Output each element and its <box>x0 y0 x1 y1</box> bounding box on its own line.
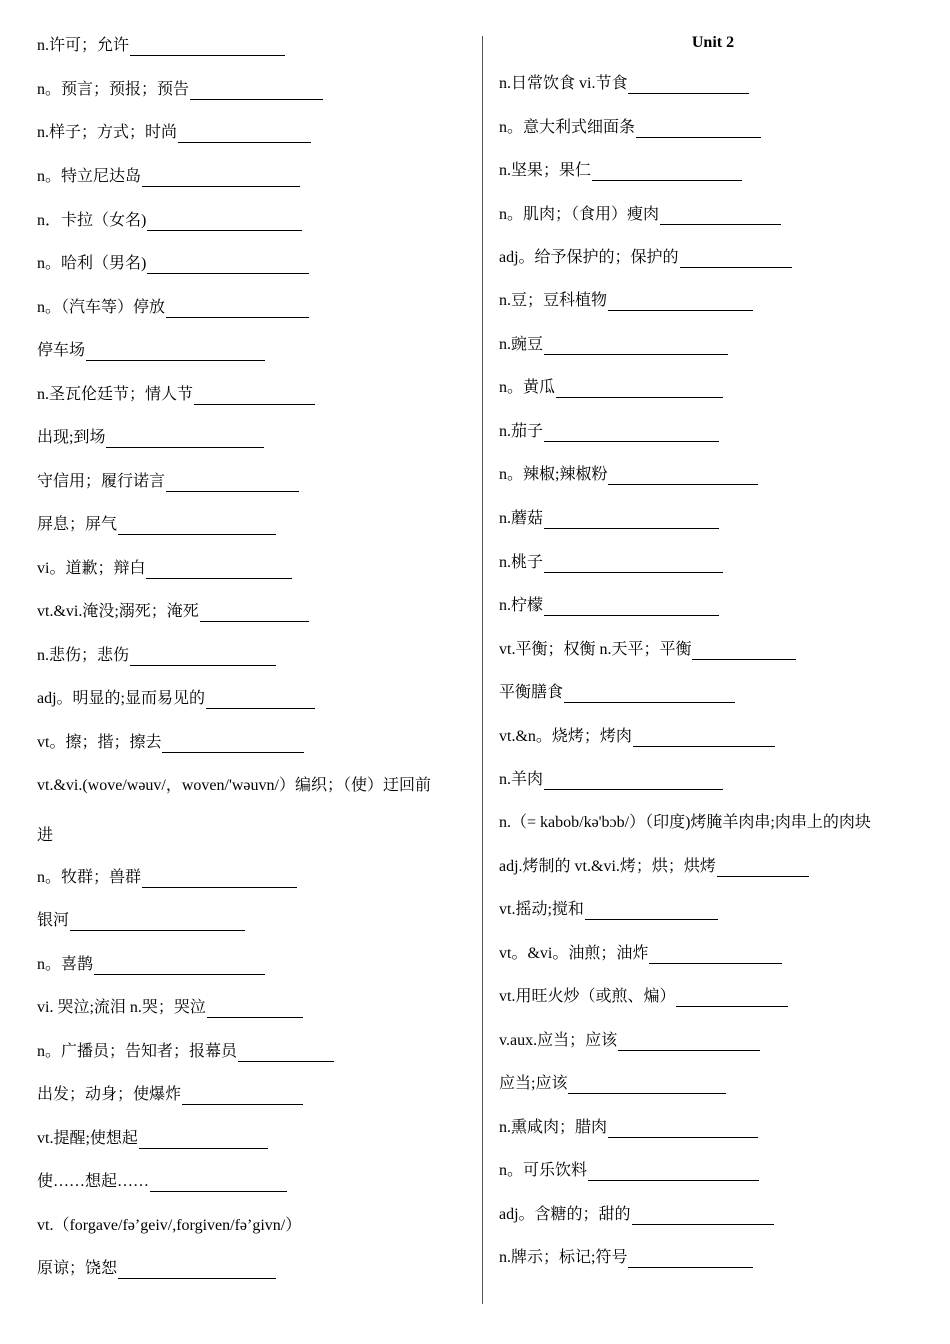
vocab-item-text: n。黄瓜 <box>499 379 556 396</box>
vocab-item <box>499 161 742 181</box>
answer-blank[interactable] <box>142 871 297 888</box>
vocab-item <box>37 515 276 535</box>
vocab-item <box>499 683 735 703</box>
unit-title: Unit 2 <box>691 34 735 51</box>
vocab-item <box>499 770 723 790</box>
vocab-item <box>37 1172 287 1192</box>
answer-blank[interactable] <box>118 1262 276 1279</box>
answer-blank[interactable] <box>130 39 285 56</box>
vocab-item-text: n。可乐饮料 <box>499 1162 588 1179</box>
vocab-item-text: 停车场 <box>37 342 86 359</box>
vocab-item-text: vt。&vi。油煎；油炸 <box>499 945 649 962</box>
vocab-item <box>499 857 809 877</box>
vocab-item-text: vt.摇动;搅和 <box>499 901 584 918</box>
answer-blank[interactable] <box>178 126 311 143</box>
answer-blank[interactable] <box>632 1208 774 1225</box>
vocab-item-text: vt.&vi.淹没;溺死；淹死 <box>37 603 199 620</box>
answer-blank[interactable] <box>162 736 304 753</box>
vocab-item-text: vi. 哭泣;流泪 n.哭；哭泣 <box>37 999 206 1016</box>
answer-blank[interactable] <box>660 208 781 225</box>
answer-blank[interactable] <box>544 338 728 355</box>
vocab-item-text: adj.烤制的 vt.&vi.烤；烘；烘烤 <box>499 858 716 875</box>
vocab-item-text: n.坚果；果仁 <box>499 162 592 179</box>
vocab-item <box>499 465 758 485</box>
vocab-item-text: vt.用旺火炒（或煎、煸） <box>499 988 676 1005</box>
vocab-item-text: n.茄子 <box>499 423 544 440</box>
answer-blank[interactable] <box>544 556 723 573</box>
answer-blank[interactable] <box>676 990 788 1007</box>
vocab-item <box>37 298 309 318</box>
column-divider <box>482 36 483 1304</box>
vocab-item <box>499 813 871 833</box>
vocab-item <box>499 1074 726 1094</box>
answer-blank[interactable] <box>680 251 792 268</box>
vocab-item-text: vt。擦；揩；擦去 <box>37 734 162 751</box>
vocab-item-text: adj。含糖的；甜的 <box>499 1206 631 1223</box>
vocab-item <box>37 646 276 666</box>
vocab-item <box>499 422 719 442</box>
vocab-item-text: n.样子；方式；时尚 <box>37 124 178 141</box>
vocab-item-text: vt.平衡；权衡 n.天平；平衡 <box>499 641 692 658</box>
answer-blank[interactable] <box>238 1045 334 1062</box>
answer-blank[interactable] <box>207 1001 303 1018</box>
vocab-item-text: 进 <box>37 827 54 844</box>
answer-blank[interactable] <box>147 257 309 274</box>
vocab-item <box>499 1248 753 1268</box>
vocab-item-text: adj。给予保护的；保护的 <box>499 249 679 266</box>
vocab-item-text: n.悲伤；悲伤 <box>37 647 130 664</box>
vocab-item <box>499 1205 774 1225</box>
vocab-item <box>37 1216 301 1236</box>
vocab-item <box>499 74 749 94</box>
answer-blank[interactable] <box>142 170 300 187</box>
vocab-item-text: n。（汽车等）停放 <box>37 299 166 316</box>
vocab-item <box>499 1161 759 1181</box>
vocab-item <box>499 987 788 1007</box>
vocab-item <box>37 1259 276 1279</box>
answer-blank[interactable] <box>182 1088 303 1105</box>
answer-blank[interactable] <box>568 1077 726 1094</box>
vocab-item <box>499 291 753 311</box>
vocab-item <box>37 80 323 100</box>
vocab-item-text: n.熏咸肉；腊肉 <box>499 1119 608 1136</box>
vocab-item <box>499 900 718 920</box>
answer-blank[interactable] <box>618 1034 760 1051</box>
answer-blank[interactable] <box>585 903 718 920</box>
vocab-item <box>37 254 309 274</box>
vocab-item-text: 银河 <box>37 912 70 929</box>
vocab-item-text: n。辣椒;辣椒粉 <box>499 466 608 483</box>
vocab-item <box>37 955 265 975</box>
vocab-item-text: n。广播员；告知者；报幕员 <box>37 1043 238 1060</box>
vocab-item-text: n。意大利式细面条 <box>499 119 636 136</box>
vocab-item <box>37 689 315 709</box>
answer-blank[interactable] <box>608 294 753 311</box>
vocab-item <box>37 211 302 231</box>
vocab-item <box>37 428 264 448</box>
answer-blank[interactable] <box>544 512 719 529</box>
vocab-item <box>37 123 311 143</box>
vocab-item <box>37 776 431 796</box>
answer-blank[interactable] <box>556 381 723 398</box>
answer-blank[interactable] <box>544 599 719 616</box>
vocab-item-text: 出发；动身；使爆炸 <box>37 1086 182 1103</box>
vocab-item <box>499 596 719 616</box>
vocab-item-text: n。哈利（男名) <box>37 255 147 272</box>
answer-blank[interactable] <box>166 301 309 318</box>
vocab-item <box>499 378 723 398</box>
answer-blank[interactable] <box>636 121 761 138</box>
answer-blank[interactable] <box>166 475 299 492</box>
vocab-item <box>37 385 315 405</box>
answer-blank[interactable] <box>190 83 323 100</box>
vocab-item <box>499 1031 760 1051</box>
vocab-item <box>499 1118 758 1138</box>
answer-blank[interactable] <box>86 344 265 361</box>
vocab-item <box>499 727 775 747</box>
vocab-item <box>37 1085 303 1105</box>
answer-blank[interactable] <box>692 643 796 660</box>
answer-blank[interactable] <box>118 518 276 535</box>
vocab-item-text: vt.（forgave/fə’geiv/,forgiven/fə’givn/） <box>37 1217 302 1234</box>
vocab-item-text: 原谅；饶恕 <box>37 1260 118 1277</box>
answer-blank[interactable] <box>564 686 735 703</box>
answer-blank[interactable] <box>544 773 723 790</box>
vocab-item <box>499 248 792 268</box>
vocab-item-text: n。预言；预报；预告 <box>37 81 190 98</box>
answer-blank[interactable] <box>592 164 742 181</box>
answer-blank[interactable] <box>70 914 245 931</box>
vocab-item <box>37 733 304 753</box>
vocab-item <box>37 868 297 888</box>
vocab-item <box>37 1042 334 1062</box>
answer-blank[interactable] <box>94 958 265 975</box>
answer-blank[interactable] <box>106 431 264 448</box>
answer-blank[interactable] <box>633 730 775 747</box>
vocab-item-text: n.柠檬 <box>499 597 544 614</box>
vocab-item <box>37 1129 268 1149</box>
vocab-item-text: v.aux.应当；应该 <box>499 1032 618 1049</box>
vocab-item <box>499 640 796 660</box>
vocab-item <box>37 998 303 1018</box>
vocab-item-text: n.牌示；标记;符号 <box>499 1249 628 1266</box>
vocab-item-text: n.蘑菇 <box>499 510 544 527</box>
answer-blank[interactable] <box>206 692 315 709</box>
vocab-item <box>499 509 719 529</box>
answer-blank[interactable] <box>717 860 809 877</box>
vocab-item <box>37 602 309 622</box>
vocab-item <box>37 826 53 846</box>
vocab-item <box>499 335 728 355</box>
vocab-item-text: adj。明显的;显而易见的 <box>37 690 205 707</box>
answer-blank[interactable] <box>588 1164 759 1181</box>
vocab-item-text: n。特立尼达岛 <box>37 168 142 185</box>
vocab-item-text: n.（= kabob/kə'bɔb/）（印度)烤腌羊肉串;肉串上的肉块 <box>499 814 871 831</box>
vocab-item <box>37 341 265 361</box>
answer-blank[interactable] <box>608 468 758 485</box>
vocab-item-text: n.豆；豆科植物 <box>499 292 608 309</box>
answer-blank[interactable] <box>147 214 302 231</box>
answer-blank[interactable] <box>194 388 315 405</box>
vocab-item <box>37 36 285 56</box>
vocab-item-text: 应当;应该 <box>499 1075 568 1092</box>
vocab-item-text: n.圣瓦伦廷节；情人节 <box>37 386 194 403</box>
vocab-item-text: n.日常饮食 vi.节食 <box>499 75 628 92</box>
vocab-item-text: vt.&vi.(wove/wəuv/，woven/'wəuvn/）编织；（使）迂回前 <box>37 777 431 794</box>
answer-blank[interactable] <box>139 1132 268 1149</box>
vocab-item-text: vt.提醒;使想起 <box>37 1130 138 1147</box>
vocab-item-text: n。肌肉；（食用）瘦肉 <box>499 206 660 223</box>
vocab-item-text: vi。道歉；辩白 <box>37 560 146 577</box>
vocab-item-text: n。喜鹊 <box>37 956 94 973</box>
answer-blank[interactable] <box>649 947 782 964</box>
answer-blank[interactable] <box>544 425 719 442</box>
vocab-item <box>499 553 723 573</box>
answer-blank[interactable] <box>150 1175 287 1192</box>
vocab-item-text: n．卡拉（女名) <box>37 212 147 229</box>
vocab-item-text: n.许可；允许 <box>37 37 130 54</box>
vocab-item <box>37 911 245 931</box>
vocab-item-text: 使……想起…… <box>37 1173 150 1190</box>
vocab-item-text: n.羊肉 <box>499 771 544 788</box>
vocab-item-text: n.桃子 <box>499 554 544 571</box>
vocab-item <box>499 944 782 964</box>
vocab-item-text: n。牧群；兽群 <box>37 869 142 886</box>
answer-blank[interactable] <box>628 77 749 94</box>
vocab-item <box>37 472 299 492</box>
vocab-item <box>499 118 761 138</box>
vocab-item <box>37 167 300 187</box>
answer-blank[interactable] <box>608 1121 758 1138</box>
answer-blank[interactable] <box>628 1251 753 1268</box>
answer-blank[interactable] <box>200 605 309 622</box>
answer-blank[interactable] <box>130 649 276 666</box>
vocab-item <box>499 205 781 225</box>
answer-blank[interactable] <box>146 562 292 579</box>
vocab-item <box>37 559 292 579</box>
vocab-item-text: vt.&n。烧烤；烤肉 <box>499 728 632 745</box>
vocab-item-text: 守信用；履行诺言 <box>37 473 166 490</box>
vocab-item-text: n.豌豆 <box>499 336 544 353</box>
vocab-item-text: 出现;到场 <box>37 429 106 446</box>
vocab-item-text: 屏息；屏气 <box>37 516 118 533</box>
vocab-item-text: 平衡膳食 <box>499 684 564 701</box>
